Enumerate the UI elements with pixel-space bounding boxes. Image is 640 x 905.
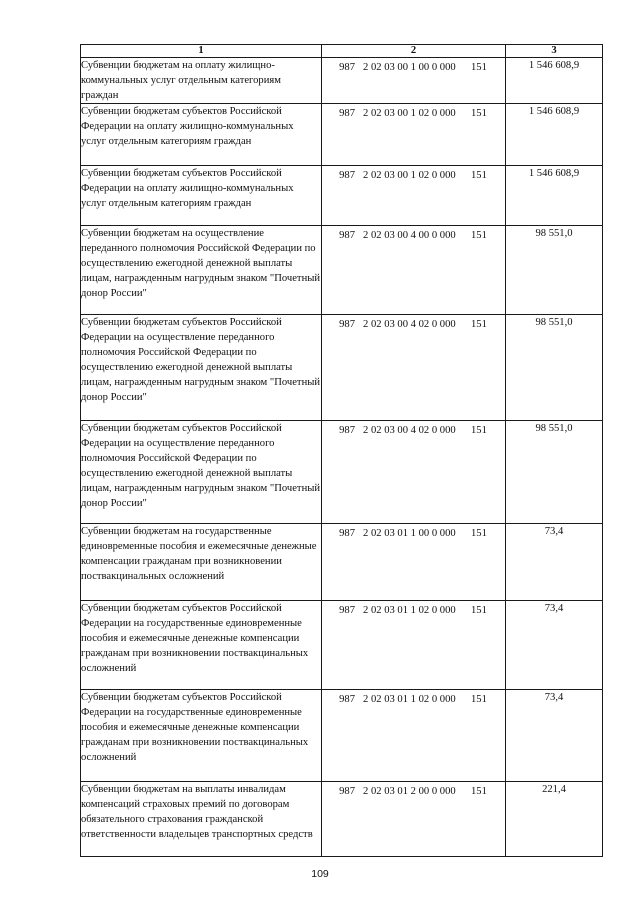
- row-amount: 221,4: [506, 782, 603, 857]
- admin-code: 987: [339, 108, 355, 119]
- row-name: Субвенции бюджетам субъектов Российской Федерации на осуществление переданного полномочия Российской Федерации по осуществлению ежегодной денежной выплаты лицам, награжденным нагрудным знаком "Почетный донор России": [81, 421, 322, 524]
- row-name: Субвенции бюджетам на оплату жилищно-коммунальных услуг отдельным категориям граждан: [81, 58, 322, 104]
- row-amount: 98 551,0: [506, 421, 603, 524]
- admin-code: 987: [339, 605, 355, 616]
- budget-table: [80, 44, 603, 857]
- page-number: 109: [311, 868, 329, 880]
- kosgu-code: 151: [471, 786, 487, 797]
- table-row: [81, 421, 603, 524]
- admin-code: 987: [339, 425, 355, 436]
- budget-classification-code: 2 02 03 00 1 02 0 000: [363, 108, 456, 119]
- row-code: [322, 104, 506, 166]
- budget-classification-code: 2 02 03 00 4 00 0 000: [363, 230, 456, 241]
- row-amount: 1 546 608,9: [506, 104, 603, 166]
- admin-code: 987: [339, 528, 355, 539]
- row-amount: 98 551,0: [506, 226, 603, 315]
- row-amount: 1 546 608,9: [506, 58, 603, 104]
- budget-classification-code: 2 02 03 00 1 02 0 000: [363, 170, 456, 181]
- budget-classification-code: 2 02 03 01 1 00 0 000: [363, 528, 456, 539]
- row-name: Субвенции бюджетам на осуществление переданного полномочия Российской Федерации по осуществлению ежегодной денежной выплаты лицам, награжденным нагрудным знаком "Почетный донор России": [81, 226, 322, 315]
- budget-classification-code: 2 02 03 00 4 02 0 000: [363, 319, 456, 330]
- row-code: [322, 315, 506, 421]
- kosgu-code: 151: [471, 62, 487, 73]
- table-row: [81, 782, 603, 857]
- table-row: [81, 601, 603, 690]
- row-code: [322, 226, 506, 315]
- admin-code: 987: [339, 319, 355, 330]
- row-amount: 73,4: [506, 524, 603, 601]
- table-header-row: [81, 45, 603, 58]
- header-col-3: 3: [506, 45, 603, 58]
- budget-classification-code: 2 02 03 00 4 02 0 000: [363, 425, 456, 436]
- admin-code: 987: [339, 694, 355, 705]
- table-row: [81, 104, 603, 166]
- table-row: [81, 315, 603, 421]
- table-row: [81, 226, 603, 315]
- kosgu-code: 151: [471, 528, 487, 539]
- kosgu-code: 151: [471, 605, 487, 616]
- kosgu-code: 151: [471, 425, 487, 436]
- row-code: [322, 524, 506, 601]
- kosgu-code: 151: [471, 230, 487, 241]
- table-row: [81, 524, 603, 601]
- table-row: [81, 166, 603, 226]
- kosgu-code: 151: [471, 319, 487, 330]
- admin-code: 987: [339, 230, 355, 241]
- row-name: Субвенции бюджетам субъектов Российской Федерации на осуществление переданного полномочия Российской Федерации по осуществлению ежегодной денежной выплаты лицам, награжденным нагрудным знаком "Почетный донор России": [81, 315, 322, 421]
- row-code: [322, 166, 506, 226]
- header-col-1: 1: [81, 45, 322, 58]
- row-code: [322, 58, 506, 104]
- admin-code: 987: [339, 170, 355, 181]
- row-code: [322, 601, 506, 690]
- row-code: [322, 782, 506, 857]
- table-row: [81, 58, 603, 104]
- admin-code: 987: [339, 786, 355, 797]
- budget-classification-code: 2 02 03 01 1 02 0 000: [363, 605, 456, 616]
- admin-code: 987: [339, 62, 355, 73]
- kosgu-code: 151: [471, 694, 487, 705]
- row-amount: 73,4: [506, 601, 603, 690]
- row-code: [322, 421, 506, 524]
- row-name: Субвенции бюджетам на выплаты инвалидам компенсаций страховых премий по договорам обязательного страхования гражданской ответственности владельцев транспортных средств: [81, 782, 322, 857]
- row-name: Субвенции бюджетам субъектов Российской Федерации на оплату жилищно-коммунальных услуг отдельным категориям граждан: [81, 166, 322, 226]
- row-name: Субвенции бюджетам на государственные единовременные пособия и ежемесячные денежные компенсации гражданам при возникновении поствакцинальных осложнений: [81, 524, 322, 601]
- row-code: [322, 690, 506, 782]
- table-row: [81, 690, 603, 782]
- row-amount: 98 551,0: [506, 315, 603, 421]
- kosgu-code: 151: [471, 170, 487, 181]
- row-name: Субвенции бюджетам субъектов Российской Федерации на государственные единовременные пособия и ежемесячные денежные компенсации гражданам при возникновении поствакцинальных осложнений: [81, 601, 322, 690]
- row-amount: 1 546 608,9: [506, 166, 603, 226]
- row-amount: 73,4: [506, 690, 603, 782]
- kosgu-code: 151: [471, 108, 487, 119]
- budget-classification-code: 2 02 03 01 2 00 0 000: [363, 786, 456, 797]
- budget-classification-code: 2 02 03 01 1 02 0 000: [363, 694, 456, 705]
- row-name: Субвенции бюджетам субъектов Российской Федерации на государственные единовременные пособия и ежемесячные денежные компенсации гражданам при возникновении поствакцинальных осложнений: [81, 690, 322, 782]
- row-name: Субвенции бюджетам субъектов Российской Федерации на оплату жилищно-коммунальных услуг отдельным категориям граждан: [81, 104, 322, 166]
- header-col-2: 2: [322, 45, 506, 58]
- budget-classification-code: 2 02 03 00 1 00 0 000: [363, 62, 456, 73]
